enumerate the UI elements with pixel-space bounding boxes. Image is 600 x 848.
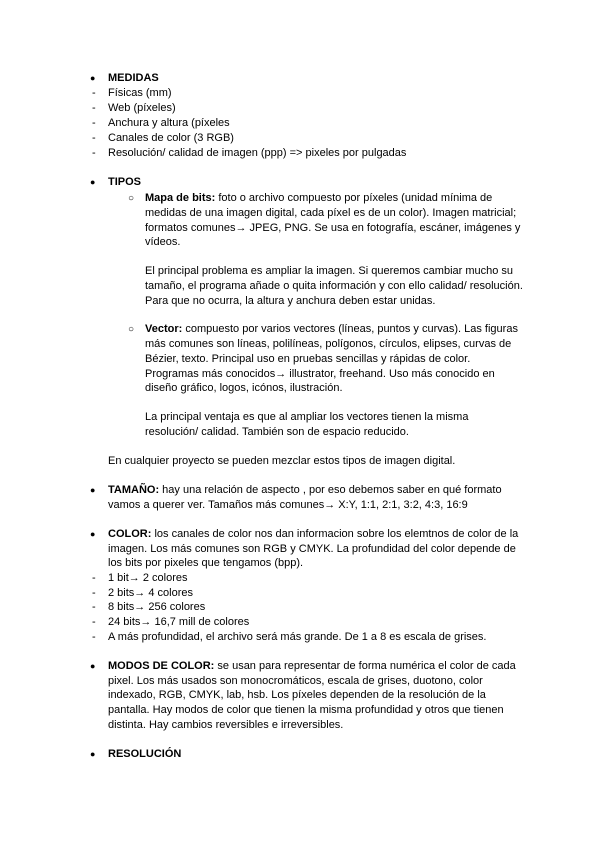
bullet-icon: ● (90, 529, 96, 539)
paragraph-line: más comunes son líneas, polilíneas, polígonos, círculos, elipses, curvas de (145, 338, 512, 350)
list-item: 24 bits→ 16,7 mill de colores (108, 616, 250, 628)
list-item: A más profundidad, el archivo será más grande. De 1 a 8 es escala de grises. (108, 631, 487, 643)
list-item: Anchura y altura (píxeles (108, 117, 230, 129)
term-vector: Vector: (145, 323, 183, 335)
paragraph-line: pixel. Los más usados son monocromáticos, escala de grises, duotono, color (108, 675, 483, 687)
section-heading-tipos: TIPOS (108, 176, 142, 188)
paragraph-line: indexado, RGB, CMYK, lab, hsb. Los píxeles dependen de la resolución de la (108, 689, 486, 701)
paragraph-line: COLOR: los canales de color nos dan informacion sobre los elemtnos de color de la (108, 528, 519, 540)
dash-icon: - (92, 616, 96, 628)
dash-icon: - (92, 87, 96, 99)
paragraph-line: En cualquier proyecto se pueden mezclar estos tipos de imagen digital. (108, 455, 456, 467)
bullet-icon: ● (90, 73, 96, 83)
sub-bullet-icon: ○ (128, 193, 135, 204)
paragraph-line: Para que no ocurra, la altura y anchura deben estar unidas. (145, 295, 436, 307)
paragraph-line: vamos a querer ver. Tamaños más comunes→ X:Y, 1:1, 2:1, 3:2, 4:3, 16:9 (108, 499, 468, 511)
dash-icon: - (92, 601, 96, 613)
dash-icon: - (92, 631, 96, 643)
bullet-icon: ● (90, 485, 96, 495)
paragraph-line: Vector: compuesto por varios vectores (líneas, puntos y curvas). Las figuras (145, 323, 518, 335)
section-heading-resolucion: RESOLUCIÓN (108, 748, 182, 760)
list-item: Físicas (mm) (108, 87, 172, 99)
paragraph-line: TAMAÑO: hay una relación de aspecto , por eso debemos saber en qué formato (108, 484, 502, 496)
bullet-icon: ● (90, 177, 96, 187)
list-item: 1 bit→ 2 colores (108, 572, 188, 584)
paragraph-line: Bézier, texto. Principal uso en pruebas sencillas y rápidas de color. (145, 353, 471, 365)
list-item: Web (píxeles) (108, 102, 176, 114)
dash-icon: - (92, 572, 96, 584)
dash-icon: - (92, 117, 96, 129)
paragraph-line: El principal problema es ampliar la imagen. Si queremos cambiar mucho su (145, 265, 514, 277)
section-heading-tamano: TAMAÑO: (108, 484, 160, 496)
paragraph-line: tamaño, el programa añade o quita información y con ello calidad/ resolución. (145, 280, 523, 292)
paragraph-line: medidas de una imagen digital, cada píxel es de un color). Imagen matricial; (145, 207, 517, 219)
sub-bullet-icon: ○ (128, 324, 135, 335)
paragraph-line: los bits por pixeles que tengamos (bpp). (108, 557, 304, 569)
list-item: Resolución/ calidad de imagen (ppp) => pixeles por pulgadas (108, 147, 407, 159)
paragraph-line: Mapa de bits: foto o archivo compuesto por píxeles (unidad mínima de (145, 192, 493, 204)
paragraph-line: vídeos. (145, 236, 181, 248)
list-item: 2 bits→ 4 colores (108, 587, 193, 599)
section-heading-color: COLOR: (108, 528, 152, 540)
dash-icon: - (92, 102, 96, 114)
paragraph-line: La principal ventaja es que al ampliar los vectores tienen la misma (145, 411, 469, 423)
dash-icon: - (92, 132, 96, 144)
dash-icon: - (92, 587, 96, 599)
paragraph-line: MODOS DE COLOR: se usan para representar de forma numérica el color de cada (108, 660, 516, 672)
paragraph-line: Programas más conocidos→ illustrator, freehand. Uso más conocido en (145, 368, 495, 380)
dash-icon: - (92, 147, 96, 159)
bullet-icon: ● (90, 749, 96, 759)
paragraph-line: imagen. Los más comunes son RGB y CMYK. La profundidad del color depende de (108, 543, 516, 555)
section-heading-medidas: MEDIDAS (108, 72, 159, 84)
paragraph-line: resolución/ calidad. También son de espacio reducido. (145, 426, 409, 438)
list-item: Canales de color (3 RGB) (108, 132, 234, 144)
paragraph-line: distinta. Hay cambios reversibles e irreversibles. (108, 719, 344, 731)
term-mapa-de-bits: Mapa de bits: (145, 192, 216, 204)
bullet-icon: ● (90, 661, 96, 671)
paragraph-line: pantalla. Hay modos de color que tienen la misma profundidad y otros que tienen (108, 704, 504, 716)
list-item: 8 bits→ 256 colores (108, 601, 206, 613)
paragraph-line: formatos comunes→ JPEG, PNG. Se usa en fotografía, escáner, imágenes y (145, 222, 521, 234)
section-heading-modos-de-color: MODOS DE COLOR: (108, 660, 215, 672)
paragraph-line: diseño gráfico, logos, icónos, ilustración. (145, 382, 343, 394)
